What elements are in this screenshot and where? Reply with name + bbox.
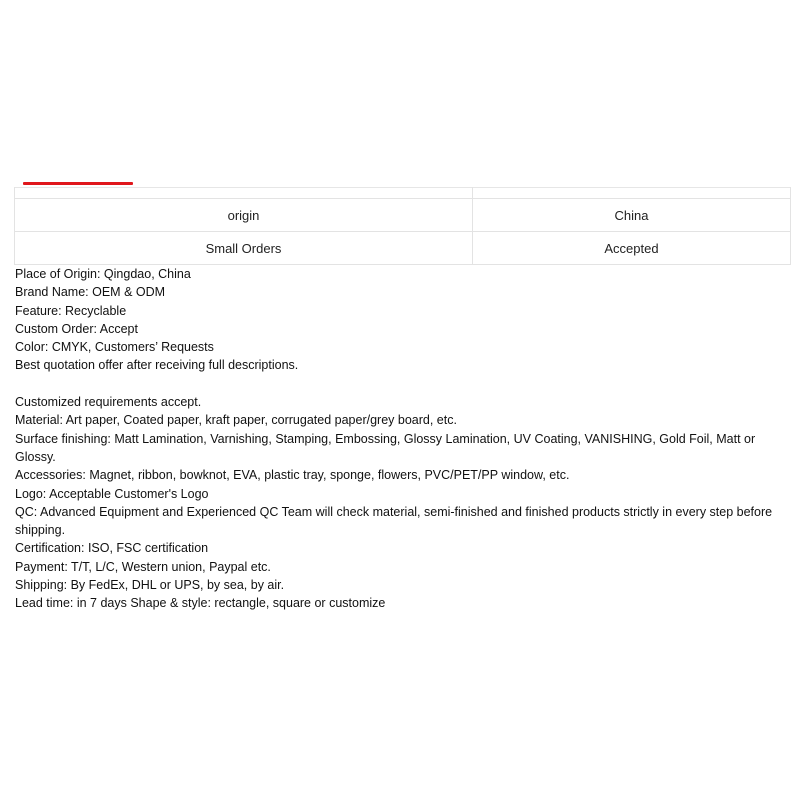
desc-line: Color: CMYK, Customers’ Requests	[15, 340, 214, 355]
desc-line: Material: Art paper, Coated paper, kraft paper, corrugated paper/grey board, etc.	[15, 413, 457, 428]
table-row	[15, 199, 791, 232]
desc-line: Lead time: in 7 days Shape & style: rectangle, square or customize	[15, 596, 386, 611]
spec-label: origin	[15, 199, 473, 232]
paragraph-gap	[15, 375, 790, 393]
spec-value: Accepted	[473, 232, 791, 265]
desc-line: Shipping: By FedEx, DHL or UPS, by sea, by air.	[15, 578, 285, 593]
desc-line: Payment: T/T, L/C, Western union, Paypal etc.	[15, 559, 271, 574]
desc-line: Logo: Acceptable Customer's Logo	[15, 486, 209, 501]
spec-label: Small Orders	[15, 232, 473, 265]
desc-line: Accessories: Magnet, ribbon, bowknot, EVA, plastic tray, sponge, flowers, PVC/PET/PP window, etc.	[15, 468, 570, 483]
desc-line: QC: Advanced Equipment and Experienced QC Team will check material, semi-finished and finished products strictly in every step before shipping.	[15, 504, 773, 538]
spec-value: China	[473, 199, 791, 232]
desc-line: Best quotation offer after receiving full descriptions.	[15, 358, 299, 373]
table-row-stub	[15, 187, 791, 199]
desc-line: Custom Order: Accept	[15, 321, 138, 336]
desc-line: Certification: ISO, FSC certification	[15, 541, 209, 556]
product-description	[15, 265, 790, 613]
spec-table	[14, 187, 791, 265]
table-row	[15, 232, 791, 265]
desc-line: Customized requirements accept.	[15, 395, 202, 410]
desc-line: Feature: Recyclable	[15, 303, 127, 318]
active-tab-indicator[interactable]	[23, 182, 133, 185]
desc-line: Brand Name: OEM & ODM	[15, 285, 166, 300]
desc-line: Place of Origin: Qingdao, China	[15, 267, 191, 281]
desc-line: Surface finishing: Matt Lamination, Varnishing, Stamping, Embossing, Glossy Lamination, UV Coating, VANISHING, Gold Foil, Matt or Glossy.	[15, 431, 756, 464]
